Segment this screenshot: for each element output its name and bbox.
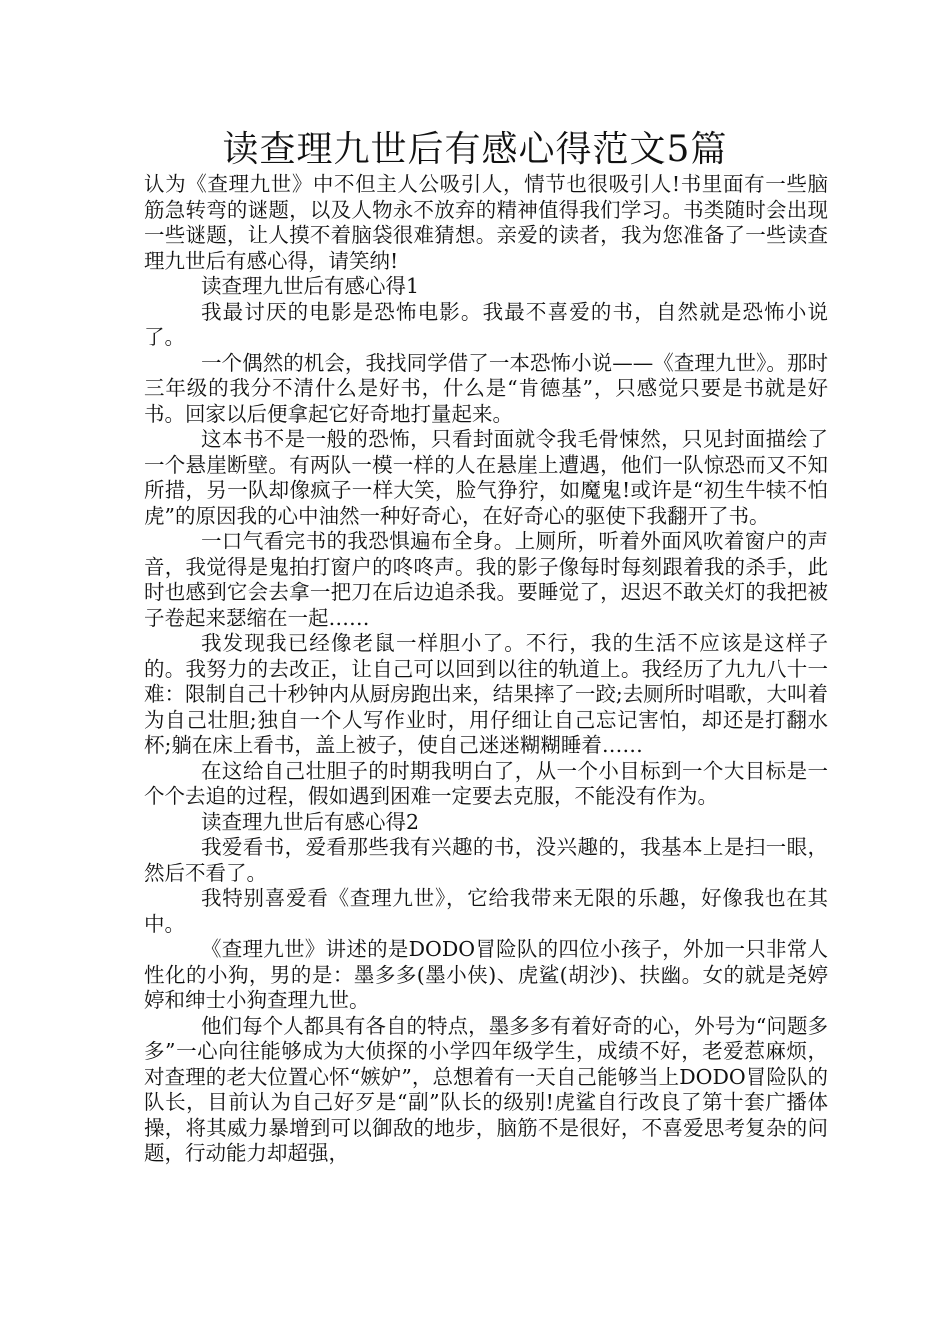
intro-paragraph: 认为《查理九世》中不但主人公吸引人，情节也很吸引人!书里面有一些脑筋急转弯的谜题，以及人物永不放弃的精神值得我们学习。书类随时会出现一些谜题，让人摸不着脑袋很难猜想。亲爱的读者，我为您准备了一些读查理九世后有感心得，请笑纳! [144, 172, 828, 273]
paragraph: 我爱看书，爱看那些我有兴趣的书，没兴趣的，我基本上是扫一眼，然后不看了。 [144, 835, 828, 885]
paragraph: 在这给自己壮胆子的时期我明白了，从一个小目标到一个大目标是一个个去追的过程，假如遇到困难一定要去克服，不能没有作为。 [144, 758, 828, 808]
paragraph: 他们每个人都具有各自的特点，墨多多有着好奇的心，外号为“问题多多”一心向往能够成为大侦探的小学四年级学生，成绩不好，老爱惹麻烦，对查理的老大位置心怀“嫉妒”，总想着有一天自己能够当上DODO冒险队的队长，目前认为自己好歹是“副”队长的级别!虎鲨自行改良了第十套广播体操，将其威力暴增到可以御敌的地步，脑筋不是很好，不喜爱思考复杂的问题，行动能力却超强， [144, 1013, 828, 1165]
document-body [144, 172, 828, 1167]
paragraph: 一口气看完书的我恐惧遍布全身。上厕所，听着外面风吹着窗户的声音，我觉得是鬼拍打窗户的咚咚声。我的影子像每时每刻跟着我的杀手，此时也感到它会去拿一把刀在后边追杀我。要睡觉了，迟迟不敢关灯的我把被子卷起来瑟缩在一起…… [144, 529, 828, 630]
paragraph: 我发现我已经像老鼠一样胆小了。不行，我的生活不应该是这样子的。我努力的去改正，让自己可以回到以往的轨道上。我经历了九九八十一难：限制自己十秒钟内从厨房跑出来，结果摔了一跤;去厕所时唱歌，大叫着为自己壮胆;独自一个人写作业时，用仔细让自己忘记害怕，却还是打翻水杯;躺在床上看书，盖上被子，使自己迷迷糊糊睡着…… [144, 631, 828, 757]
paragraph: 我最讨厌的电影是恐怖电影。我最不喜爱的书，自然就是恐怖小说了。 [144, 299, 828, 349]
document-title: 读查理九世后有感心得范文5篇 [222, 129, 728, 170]
paragraph: 一个偶然的机会，我找同学借了一本恐怖小说——《查理九世》。那时三年级的我分不清什么是好书，什么是“肯德基”，只感觉只要是书就是好书。回家以后便拿起它好奇地打量起来。 [144, 350, 828, 426]
section-heading-1: 读查理九世后有感心得1 [201, 274, 420, 298]
paragraph: 《查理九世》讲述的是DODO冒险队的四位小孩子，外加一只非常人性化的小狗，男的是：墨多多(墨小侠)、虎鲨(胡沙)、扶幽。女的就是尧婷婷和绅士小狗查理九世。 [144, 937, 828, 1012]
section-heading-2: 读查理九世后有感心得2 [201, 809, 420, 834]
paragraph: 我特别喜爱看《查理九世》，它给我带来无限的乐趣，好像我也在其中。 [144, 886, 828, 936]
paragraph: 这本书不是一般的恐怖，只看封面就令我毛骨悚然，只见封面描绘了一个悬崖断壁。有两队一模一样的人在悬崖上遭遇，他们一队惊恐而又不知所措，另一队却像疯子一样大笑，脸气狰狞，如魔鬼!或许是“初生牛犊不怕虎”的原因我的心中油然一种好奇心，在好奇心的驱使下我翻开了书。 [144, 427, 828, 528]
